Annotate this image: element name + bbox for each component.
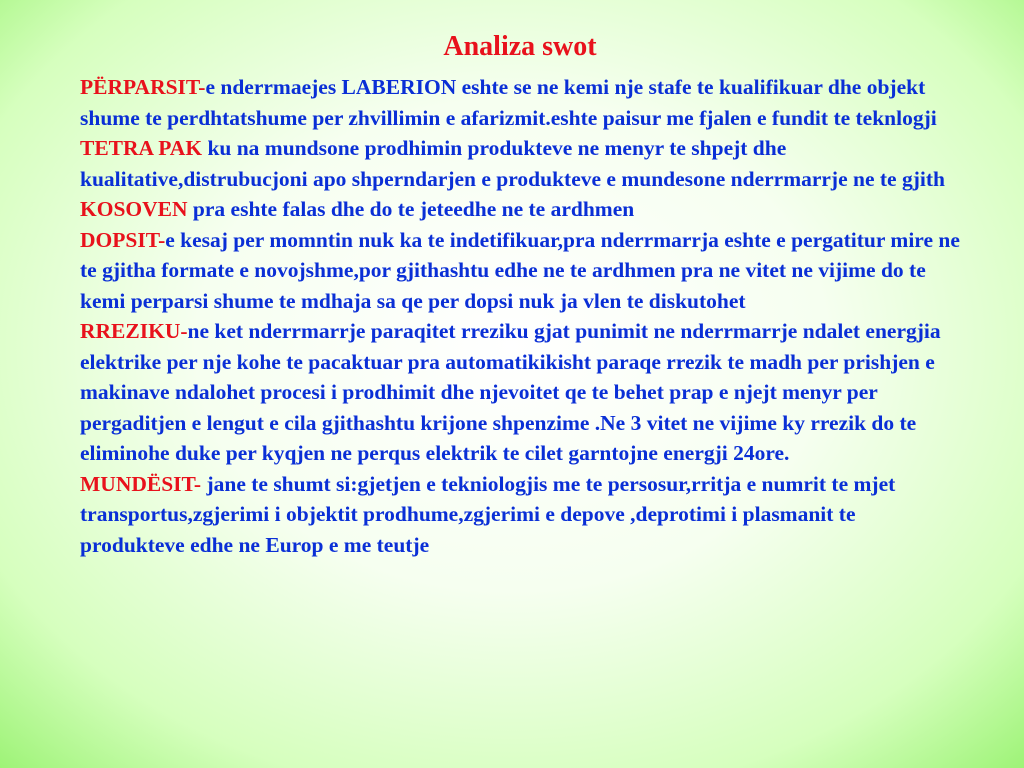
section-dopsit [80, 225, 960, 317]
highlight-kosoven: KOSOVEN [80, 197, 188, 221]
text-segment: pra eshte falas dhe do te jeteedhe ne te ardhmen [187, 197, 635, 221]
slide-body [80, 72, 960, 560]
text-segment: jane te shumt si:gjetjen e tekniologjis me te persosur,rritja e numrit te mjet transportus,zgjerimi i objektit prodhume,zgjerimi e depove ,deprotimi i plasmanit te produkteve edhe ne Europ e me teutje [80, 471, 896, 557]
slide-title: Analiza swot [443, 31, 597, 62]
text-segment: e kesaj per momntin nuk ka te indetifikuar,pra nderrmarrja eshte e pergatitur mire ne te gjitha formate e novojshme,por gjithashtu edhe ne te ardhmen pra ne vitet ne vijime do te kemi perparsi shume te mdhaja sa qe per dopsi nuk ja vlen te diskutohet [80, 227, 960, 313]
section-rreziku [80, 316, 960, 469]
highlight-tetra-pak: TETRA PAK [80, 136, 203, 160]
text-segment: ne ket nderrmarrje paraqitet rreziku gjat punimit ne nderrmarrje ndalet energjia elektrike per nje kohe te pacaktuar pra automatikikisht paraqe rrezik te madh per prishjen e makinave ndalohet procesi i prodhimit dhe njevoitet qe te behet prap e njejt menyr per pergaditjen e lengut e cila gjithashtu krijone shpenzime .Ne 3 vitet ne vijime ky rrezik do te eliminohe duke per kyqjen ne perqus elektrik te cilet garntojne energji 24ore. [80, 319, 941, 465]
heading-dopsit: DOPSIT- [80, 227, 166, 252]
text-segment: ku na mundsone prodhimin produkteve ne menyr te shpejt dhe kualitative,distrubucjoni apo shperndarjen e produkteve e mundesone nderrmarrje ne te gjith [80, 136, 945, 191]
section-mundesit [80, 469, 960, 561]
section-perparsit [80, 72, 960, 225]
heading-rreziku: RREZIKU- [80, 319, 188, 343]
heading-perparsit: PËRPARSIT- [80, 75, 206, 99]
slide-content [80, 30, 960, 560]
heading-mundesit: MUNDËSIT- [80, 471, 202, 496]
text-segment: e nderrmaejes LABERION eshte se ne kemi nje stafe te kualifikuar dhe objekt shume te perdhtatshume per zhvillimin e afarizmit.eshte paisur me fjalen e fundit te teknlogji [80, 75, 937, 130]
